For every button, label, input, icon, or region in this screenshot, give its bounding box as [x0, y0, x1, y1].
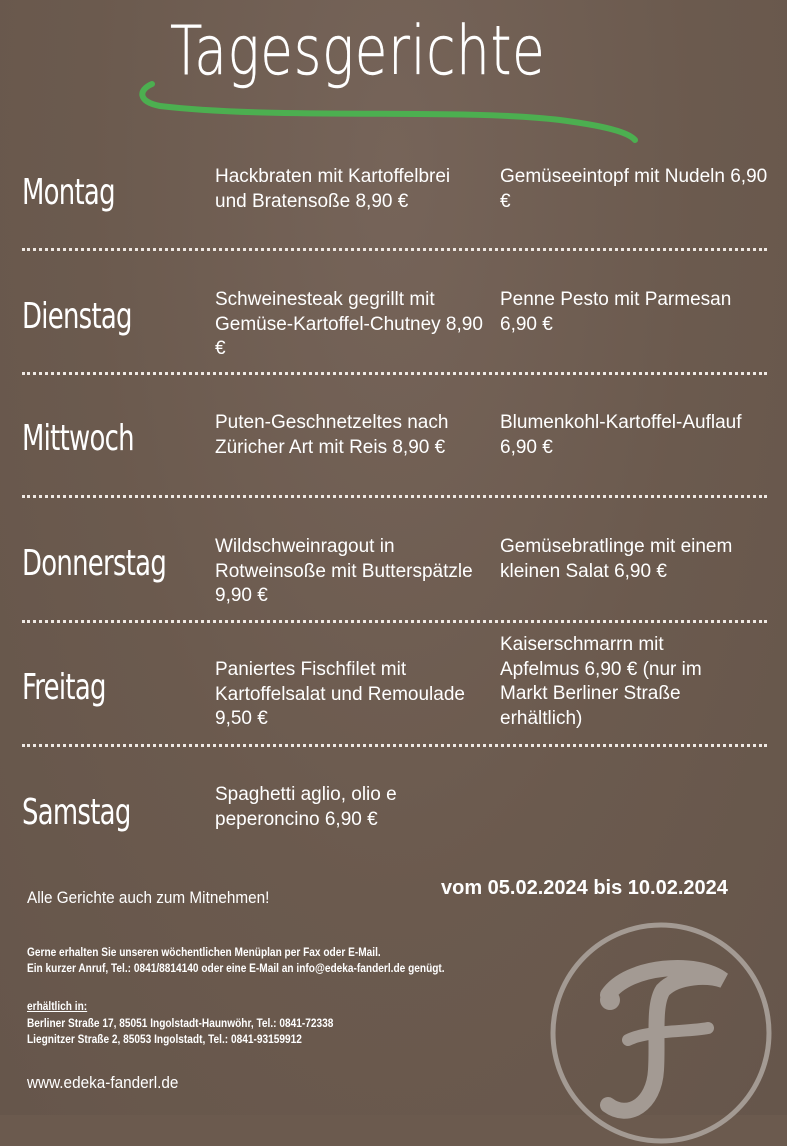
info-line-1: Gerne erhalten Sie unseren wöchentlichen Menüplan per Fax oder E-Mail. [27, 947, 381, 959]
dish-wednesday-2: Blumenkohl-Kartoffel-Auflauf 6,90 € [500, 412, 742, 458]
dish-wednesday-1: Puten-Geschnetzeltes nach Züricher Art mit Reis 8,90 € [215, 412, 449, 458]
row-divider [22, 495, 767, 498]
day-label-saturday: Samstag [22, 792, 131, 833]
info-line-2 [27, 961, 445, 977]
dish-friday-1: Paniertes Fischfilet mit Kartoffelsalat und Remoulade 9,50 € [215, 659, 465, 729]
title-underline-swoosh [130, 80, 650, 170]
available-label: erhältlich in: [27, 1001, 88, 1013]
dish-monday-1: Hackbraten mit Kartoffelbrei und Bratensoße 8,90 € [215, 166, 451, 212]
store-address-1: Berliner Straße 17, 85051 Ingolstadt-Haunwöhr, Tel.: 0841-72338 [27, 1018, 334, 1030]
page-title: Tagesgerichte [170, 12, 546, 91]
day-label-thursday: Donnerstag [22, 543, 167, 584]
dish-tuesday-1: Schweinesteak gegrillt mit Gemüse-Kartoffel-Chutney 8,90 € [215, 289, 483, 359]
dish-thursday-2: Gemüsebratlinge mit einem kleinen Salat 6,90 € [500, 536, 733, 582]
dish-thursday-1: Wildschweinragout in Rotweinsoße mit Butterspätzle 9,90 € [215, 536, 473, 606]
info-line-2-end: genügt. [405, 963, 445, 975]
row-divider [22, 744, 767, 747]
fanderl-logo-icon [548, 920, 774, 1146]
email-link[interactable]: info@edeka-fanderl.de [296, 963, 406, 975]
day-label-wednesday: Mittwoch [22, 418, 134, 459]
website-link[interactable]: www.edeka-fanderl.de [27, 1073, 179, 1092]
day-label-monday: Montag [22, 172, 115, 213]
dish-tuesday-2: Penne Pesto mit Parmesan 6,90 € [500, 289, 732, 335]
dish-saturday-1: Spaghetti aglio, olio e peperoncino 6,90 € [215, 784, 397, 830]
row-divider [22, 372, 767, 375]
row-divider [22, 620, 767, 623]
takeaway-note: Alle Gerichte auch zum Mitnehmen! [27, 888, 270, 907]
day-label-tuesday: Dienstag [22, 296, 132, 337]
menu-period: vom 05.02.2024 bis 10.02.2024 [441, 877, 728, 899]
day-label-friday: Freitag [22, 667, 106, 708]
row-divider [22, 248, 767, 251]
info-line-2-text: Ein kurzer Anruf, Tel.: 0841/8814140 oder eine E-Mail an [27, 963, 297, 975]
dish-monday-2: Gemüseeintopf mit Nudeln 6,90 € [500, 166, 768, 212]
store-address-2: Liegnitzer Straße 2, 85053 Ingolstadt, Tel.: 0841-93159912 [27, 1034, 302, 1046]
dish-friday-2: Kaiserschmarrn mit Apfelmus 6,90 € (nur im Markt Berliner Straße erhältlich) [500, 634, 702, 729]
